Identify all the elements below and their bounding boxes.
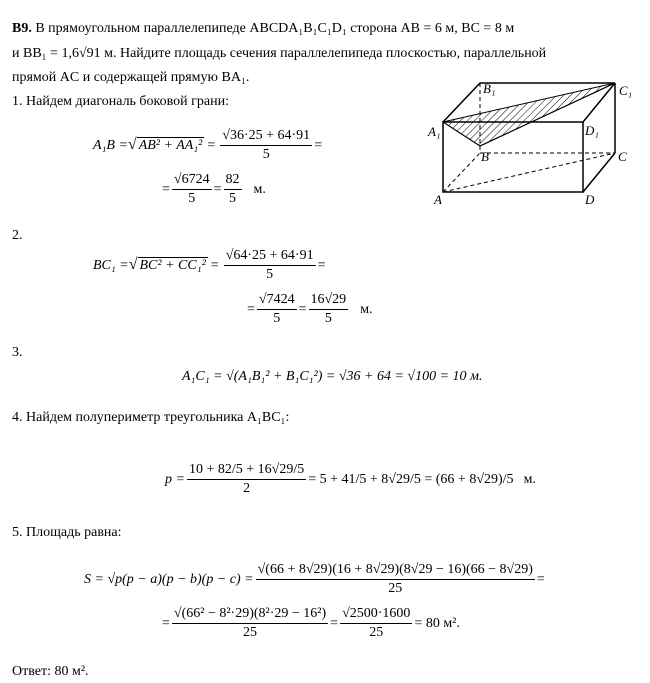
label-b: B	[481, 149, 489, 164]
answer: Ответ: 80 м².	[12, 664, 89, 679]
label-d1: D₁	[585, 123, 599, 138]
problem-line-2: и BB₁ = 1,6√91 м. Найдите площадь сечения параллелепипеда плоскостью, параллельной	[12, 46, 547, 61]
step4-formula: p = $\frac{10 + 82/5 + 16√29/5}{2}$ = 5 + 41/5 + 8√29/5 = (66 + 8√29)/5 м.	[165, 462, 536, 497]
step5-result: = $\frac{\text{√(66² − 8²·29)(8²·29 − 16²)}}{25}$ = $\frac{√2500\cdot 1600}{25}$ = 80 м².	[162, 606, 460, 641]
parallelepiped-figure	[425, 78, 640, 210]
step2-title: 2.	[12, 228, 23, 243]
problem-line-3: прямой AC и содержащей прямую BA₁.	[12, 70, 250, 85]
step4-title: 4. Найдем полупериметр треугольника A₁BC₁:	[12, 410, 290, 425]
step1-result: = $\frac{√6724}{5}$ = $\frac{82}{5}$ м.	[162, 172, 266, 207]
step1-title: 1. Найдем диагональ боковой грани:	[12, 94, 229, 109]
label-d: D	[585, 192, 595, 207]
problem-line-1: В9. В прямоугольном параллелепипеде ABCDA₁B₁C₁D₁ сторона AB = 6 м, BC = 8 м	[12, 21, 515, 36]
step2-formula: BC₁ = √ BC² + CC₁² = $\frac{√64\cdot 25 + 64\cdot 91}{5}$ =	[93, 248, 326, 283]
label-b1: B₁	[483, 81, 496, 96]
step3-title: 3.	[12, 345, 23, 360]
label-c: C	[618, 149, 627, 164]
step2-result: = $\frac{√7424}{5}$ = $\frac{16√29}{5}$ м.	[247, 292, 373, 327]
step1-formula: A₁B = √ AB² + AA₁² = $\frac{√36\cdot 25 + 64\cdot 91}{5}$ =	[93, 128, 323, 163]
label-c1: C₁	[619, 83, 633, 98]
step5-formula: S = √p(p − a)(p − b)(p − c) = $\frac{√(66 + 8√29)(16 + 8√29)(8√29 - 16)(66 - 8√29)}{25}$ =	[84, 562, 545, 597]
label-a: A	[434, 192, 442, 207]
step5-title: 5. Площадь равна:	[12, 525, 122, 540]
step3-formula: A₁C₁ = √(A₁B₁² + B₁C₁²) = √36 + 64 = √100 = 10 м.	[182, 369, 483, 384]
problem-number: В9.	[12, 21, 32, 36]
label-a1: A₁	[428, 124, 441, 139]
